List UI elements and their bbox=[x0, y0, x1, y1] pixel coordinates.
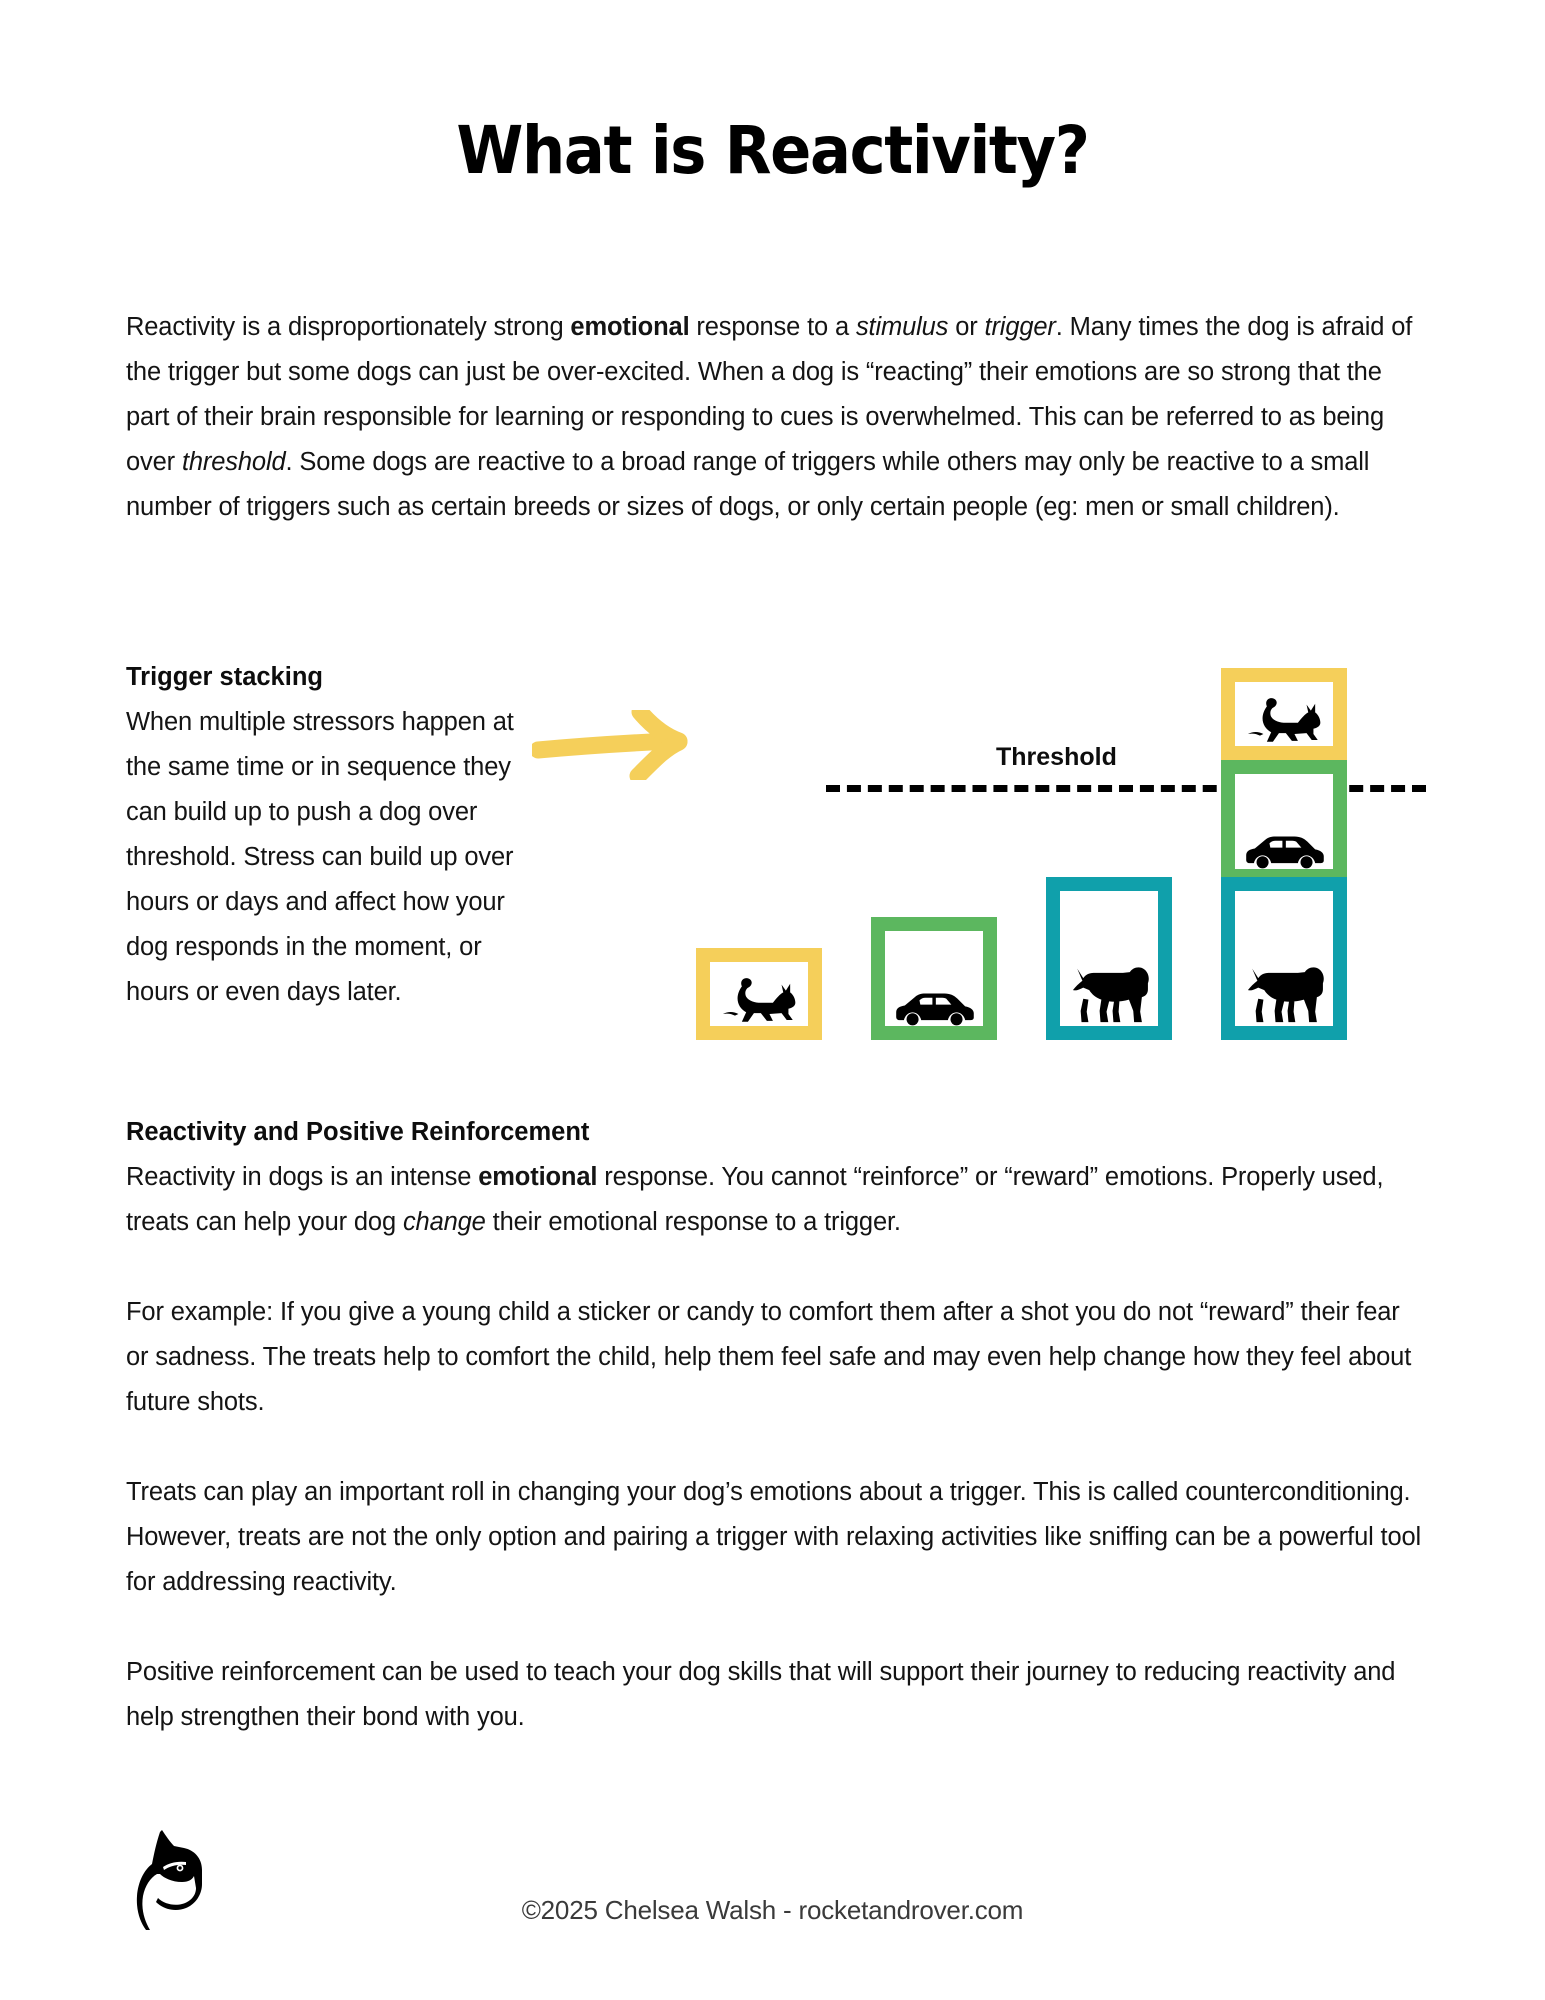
arrow-right-icon bbox=[532, 710, 707, 780]
copyright-text: ©2025 Chelsea Walsh - rocketandrover.com bbox=[521, 1895, 1024, 1925]
example-paragraph: For example: If you give a young child a sticker or candy to comfort them after a shot you do not “reward” their fear or sadness. The treats help to comfort the child, help them feel safe and may even help change how they feel about future shots. bbox=[126, 1298, 1412, 1416]
trigger-stacking-text bbox=[126, 655, 521, 1015]
intro-text-d: . Many times the dog is afraid of the trigger but some dogs can just be over-excited. When a dog is “reacting” their emotions are so strong that the part of their brain responsible for learning or responding to cues is overwhelmed. This can be referred to as being over bbox=[126, 313, 1413, 476]
intro-text-a: Reactivity is a disproportionately strong bbox=[126, 313, 571, 341]
paragraph-spacer bbox=[126, 1425, 1426, 1470]
trigger-box-cat-2 bbox=[1221, 668, 1347, 760]
intro-italic-threshold: threshold bbox=[181, 448, 286, 476]
trigger-box-car-2 bbox=[1221, 760, 1347, 883]
positive-reinforcement-heading: Reactivity and Positive Reinforcement bbox=[126, 1118, 590, 1146]
closing-paragraph: Positive reinforcement can be used to teach your dog skills that will support their journey to reducing reactivity and help strengthen their bond with you. bbox=[126, 1658, 1396, 1731]
positive-reinforcement-paragraph-1 bbox=[126, 1155, 1426, 1245]
pr-text-c: their emotional response to a trigger. bbox=[485, 1208, 901, 1236]
trigger-box-car-1 bbox=[871, 917, 997, 1040]
pr-text-a: Reactivity in dogs is an intense bbox=[126, 1163, 479, 1191]
intro-italic-stimulus: stimulus bbox=[855, 313, 949, 341]
trigger-box-dog-2 bbox=[1221, 877, 1347, 1040]
intro-bold-emotional: emotional bbox=[570, 313, 690, 341]
paragraph-spacer bbox=[126, 1605, 1426, 1650]
intro-text-e: . Some dogs are reactive to a broad range of triggers while others may only be reactive to a small number of triggers such as certain breeds or sizes of dogs, or only certain people (eg: men or small children). bbox=[126, 448, 1370, 521]
intro-paragraph bbox=[126, 305, 1421, 530]
trigger-stacking-body: When multiple stressors happen at the same time or in sequence they can build up to push a dog over threshold. Stress can build up over hours or days and affect how your dog responds in the moment, or hours or even days later. bbox=[126, 708, 514, 1006]
pr-bold-emotional: emotional bbox=[478, 1163, 598, 1191]
page-title: What is Reactivity? bbox=[456, 112, 1089, 189]
trigger-box-cat-1 bbox=[696, 948, 822, 1040]
cat-icon bbox=[716, 976, 802, 1026]
intro-italic-trigger: trigger bbox=[984, 313, 1056, 341]
threshold-label: Threshold bbox=[996, 743, 1117, 771]
pr-text-b: response. You cannot “reinforce” or “reward” emotions. Properly used, treats can help your dog bbox=[126, 1163, 1384, 1236]
trigger-box-dog-1 bbox=[1046, 877, 1172, 1040]
trigger-stacking-heading: Trigger stacking bbox=[126, 663, 323, 691]
positive-reinforcement-section bbox=[126, 1110, 1426, 1740]
dog-icon bbox=[1241, 960, 1327, 1026]
dog-icon bbox=[1066, 960, 1152, 1026]
intro-section bbox=[126, 305, 1421, 530]
car-icon bbox=[891, 990, 977, 1026]
car-icon bbox=[1241, 833, 1327, 869]
page-footer bbox=[0, 1830, 1545, 1970]
trigger-stacking-diagram bbox=[696, 655, 1426, 1095]
paragraph-spacer bbox=[126, 1245, 1426, 1290]
trigger-stacking-section bbox=[126, 655, 1426, 1095]
intro-text-b: response to a bbox=[689, 313, 856, 341]
intro-text-c: or bbox=[948, 313, 985, 341]
cat-icon bbox=[1241, 696, 1327, 746]
counterconditioning-paragraph: Treats can play an important roll in changing your dog’s emotions about a trigger. This is called counterconditioning. However, treats are not the only option and pairing a trigger with relaxing activities like sniffing can be a powerful tool for addressing reactivity. bbox=[126, 1478, 1422, 1596]
pr-italic-change: change bbox=[402, 1208, 486, 1236]
